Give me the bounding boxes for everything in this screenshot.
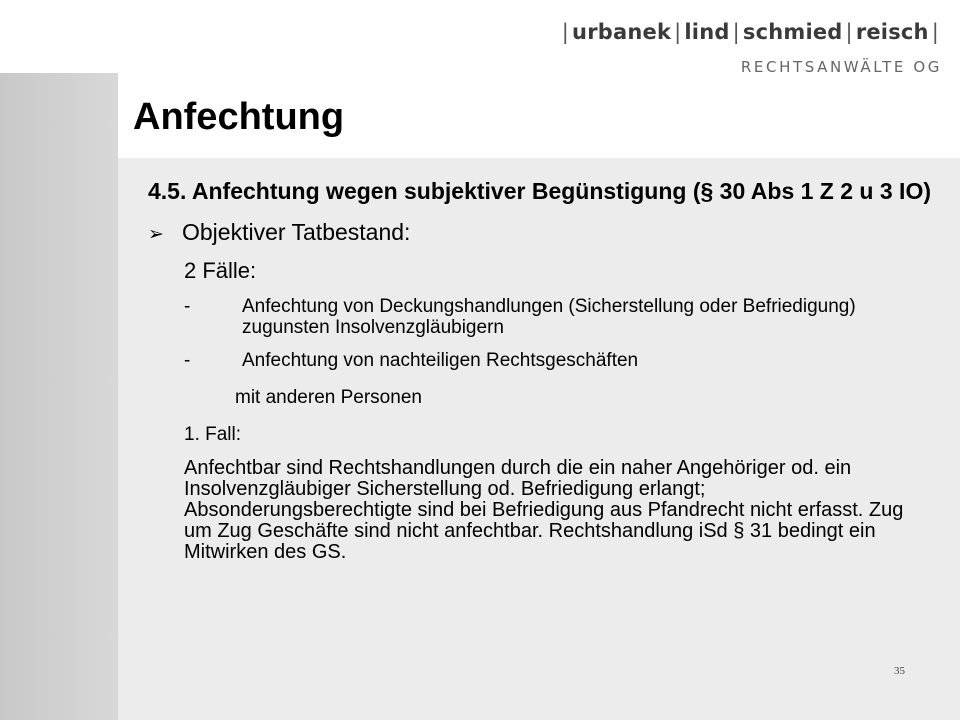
case1-label: 1. Fall: (184, 424, 242, 445)
dash-marker: - (184, 296, 191, 317)
logo-name: urbanek (572, 20, 672, 44)
dash-item-text: Anfechtung von Deckungshandlungen (Sicherstellung oder Befriedigung) zugunsten Insolvenzgläubigern (242, 296, 856, 338)
dash-item (148, 296, 948, 338)
slide-title: Anfechtung (133, 96, 345, 138)
firm-logo (559, 20, 942, 76)
section-heading: 4.5. Anfechtung wegen subjektiver Begünstigung (§ 30 Abs 1 Z 2 u 3 IO) (148, 178, 931, 204)
logo-name: schmied (742, 20, 843, 44)
logo-tagline: RECHTSANWÄLTE OG (740, 58, 942, 76)
page-number: 35 (894, 665, 905, 677)
dash-marker: - (184, 350, 191, 371)
slide-body (148, 176, 948, 563)
arrow-bullet-icon: ➢ (148, 223, 164, 245)
bullet-item (148, 218, 948, 248)
dash-item-text: Anfechtung von nachteiligen Rechtsgeschäften (242, 350, 639, 371)
dash-item (148, 350, 948, 371)
logo-name: reisch (855, 20, 929, 44)
left-decor-bar (0, 73, 118, 720)
logo-names: | urbanek | lind | schmied | reisch | (561, 20, 939, 44)
continuation-line: mit anderen Personen (235, 387, 422, 408)
case1-paragraph: Anfechtbar sind Rechtshandlungen durch die ein naher Angehöriger od. ein Insolvenzgläubiger Sicherstellung od. Befriedigung erlangt; Absonderungsberechtigte sind bei Befriedigung aus Pfandrecht nicht erfasst. Zug um Zug Geschäfte sind nicht anfechtbar. Rechtshandlung iSd § 31 bedingt ein Mitwirken des GS. (184, 457, 904, 563)
logo-name: lind (684, 20, 730, 44)
bullet-text: Objektiver Tatbestand: (182, 219, 411, 245)
cases-label: 2 Fälle: (184, 258, 257, 283)
